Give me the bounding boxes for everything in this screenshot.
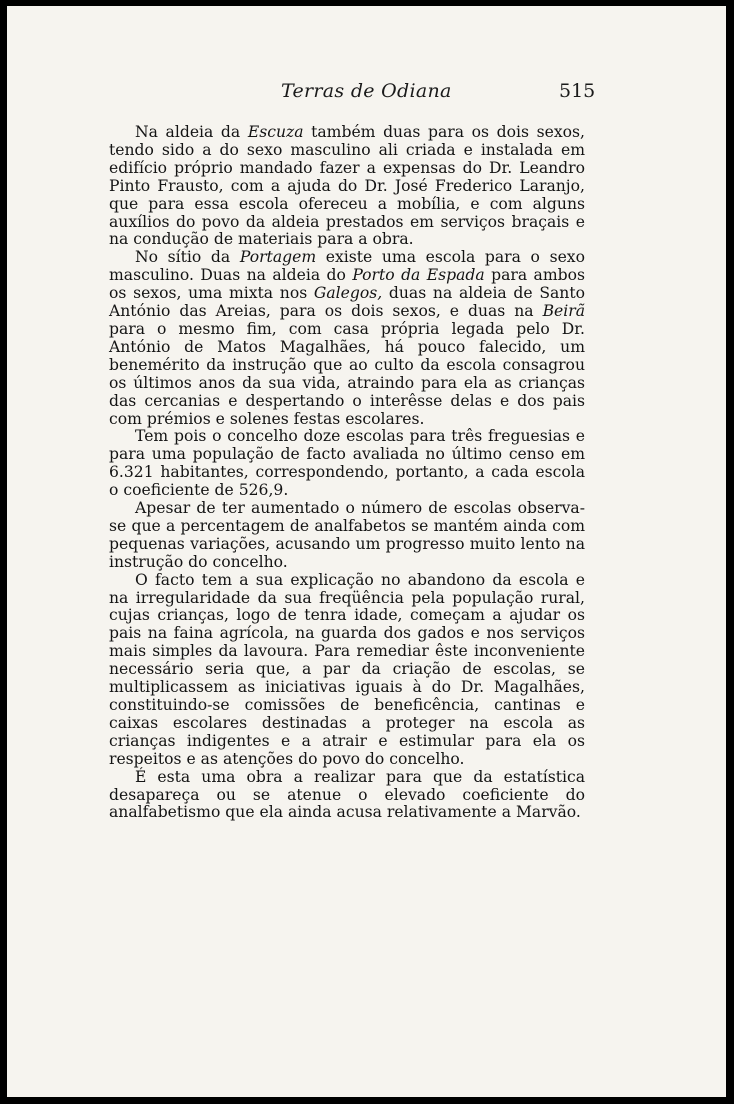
text-run: existe uma escola para o sexo masculino. Duas na aldeia do: [109, 248, 585, 285]
italic-text: Escuza: [247, 123, 304, 141]
text-run: duas na aldeia de Santo António das Areias, para os dois sexos, e duas na: [109, 284, 585, 321]
italic-text: Beirã: [542, 302, 585, 321]
italic-text: Galegos,: [313, 284, 383, 303]
body-text: [109, 124, 585, 822]
paragraph: [109, 124, 585, 249]
text-run: É esta uma obra a realizar para que da estatística desapareça ou se atenue o elevado coeficiente do analfabetismo que ela ainda acusa relativamente a Marvão.: [109, 767, 585, 822]
paragraph: [109, 249, 585, 428]
text-run: para ambos os sexos, uma mixta nos: [109, 266, 585, 303]
paragraph: [109, 428, 585, 500]
text-run: Tem pois o concelho doze escolas para três freguesias e para uma população de facto avaliada no último censo em 6.321 habitantes, correspondendo, portanto, a cada escola o coeficiente de 526,9.: [109, 427, 585, 500]
paragraph: [109, 769, 585, 823]
paragraph: [109, 500, 585, 572]
paragraph: [109, 572, 585, 769]
text-run: Na aldeia da: [135, 123, 248, 141]
text-run: também duas para os dois sexos, tendo sido a do sexo masculino ali criada e instalada em edifício próprio mandado fazer a expensas do Dr. Leandro Pinto Frausto, com a ajuda do Dr. José Frederico Laranjo, que para essa escola ofereceu a mobília, e com alguns auxílios do povo da aldeia prestados em serviços braçais e na condução de materiais para a obra.: [109, 123, 585, 249]
book-page: [7, 6, 726, 1097]
page-number: 515: [559, 80, 596, 102]
page-header: [7, 80, 726, 110]
text-run: O facto tem a sua explicação no abandono da escola e na irregularidade da sua freqüência pela população rural, cujas crianças, logo de tenra idade, começam a ajudar os pais na faina agrícola, na guarda dos gados e nos serviços mais simples da lavoura. Para remediar êste inconveniente necessário seria que, a par da criação de escolas, se multiplicassem as iniciativas iguais à do Dr. Magalhães, constituindo-se comissões de beneficência, cantinas e caixas escolares destinadas a proteger na escola as crianças indigentes e a atrair e estimular para ela os respeitos e as atenções do povo do concelho.: [109, 570, 585, 768]
text-run: No sítio da: [135, 248, 240, 267]
running-title: Terras de Odiana: [281, 80, 452, 102]
text-run: para o mesmo fim, com casa própria legada pelo Dr. António de Matos Magalhães, há pouco falecido, um benemérito da instrução que ao culto da escola consagrou os últimos anos da sua vida, atraindo para ela as crianças das cercanias e despertando o interêsse delas e dos pais com prémios e solenes festas escolares.: [109, 319, 585, 428]
italic-text: Portagem: [239, 248, 317, 267]
text-run: Apesar de ter aumentado o número de escolas observa-se que a percentagem de analfabetos se mantém ainda com pequenas variações, acusando um progresso muito lento na instrução do concelho.: [109, 499, 585, 571]
italic-text: Porto da Espada: [352, 266, 485, 285]
